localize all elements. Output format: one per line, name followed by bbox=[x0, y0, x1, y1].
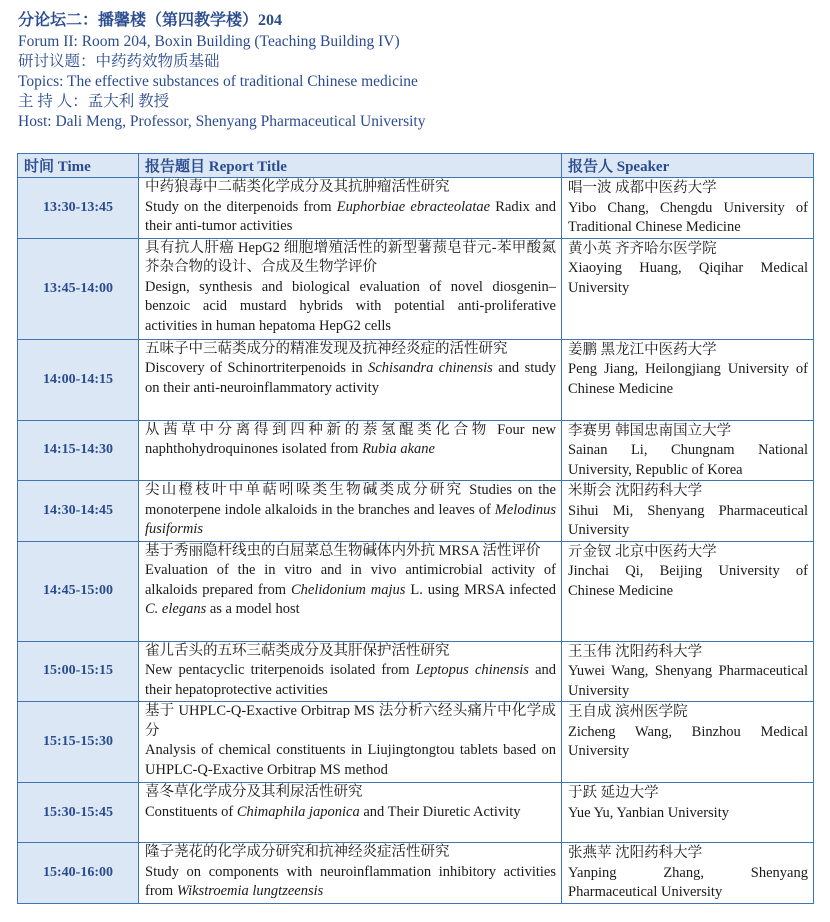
talk-time: 15:00-15:15 bbox=[18, 641, 139, 702]
talk-speaker bbox=[562, 843, 814, 904]
column-header-title: 报告题目 Report Title bbox=[139, 154, 562, 178]
speaker-name-zh: 黄小英 齐齐哈尔医学院 bbox=[568, 240, 717, 257]
schedule-table bbox=[17, 153, 814, 904]
talk-title bbox=[139, 541, 562, 641]
species-name: Wikstroemia lungtzeensis bbox=[176, 883, 324, 899]
title-text: Study on the diterpenoids from bbox=[145, 198, 337, 215]
talk-speaker bbox=[562, 641, 814, 702]
speaker-name-en: Zicheng Wang, Binzhou Medical University bbox=[568, 723, 808, 759]
speaker-name-zh: 米斯会 沈阳药科大学 bbox=[568, 483, 703, 499]
talk-speaker bbox=[562, 339, 814, 420]
talk-title bbox=[139, 420, 562, 481]
host-en: Host: Dali Meng, Professor, Shenyang Pharmaceutical University bbox=[18, 113, 426, 130]
title-text: 喜冬草化学成分及其利尿活性研究 bbox=[145, 784, 363, 800]
speaker-name-zh: 王玉伟 沈阳药科大学 bbox=[568, 643, 703, 660]
talk-time: 13:45-14:00 bbox=[18, 238, 139, 339]
speaker-name-en: Yanping Zhang, Shenyang Pharmaceutical University bbox=[568, 864, 808, 900]
table-row bbox=[18, 783, 814, 843]
title-text: 尖山橙枝叶中单萜吲哚类生物碱类成分研究 Studies on the monoterpene indole alkaloids in the branches and leaves of bbox=[145, 482, 556, 518]
talk-title bbox=[139, 641, 562, 702]
title-text: Discovery of Schinortriterpenoids in bbox=[145, 360, 369, 376]
speaker-name-zh: 亓金钗 北京中医药大学 bbox=[568, 543, 717, 560]
species-name: Chelidonium majus bbox=[290, 581, 406, 598]
talk-speaker bbox=[562, 178, 814, 239]
talk-time: 13:30-13:45 bbox=[18, 178, 139, 239]
talk-title bbox=[139, 238, 562, 339]
topic-zh: 研讨议题：中药药效物质基础 bbox=[18, 53, 220, 70]
talk-time: 15:30-15:45 bbox=[18, 783, 139, 843]
column-header-time: 时间 Time bbox=[18, 154, 139, 178]
title-text: L. using MRSA infected bbox=[405, 581, 556, 598]
title-text: and their hepatoprotective activities bbox=[145, 662, 557, 698]
species-name: Chimaphila japonica bbox=[236, 803, 360, 820]
table-header-row bbox=[18, 154, 814, 178]
speaker-name-zh: 李赛男 韩国忠南国立大学 bbox=[568, 422, 732, 439]
table-row bbox=[18, 339, 814, 420]
table-row bbox=[18, 702, 814, 783]
talk-speaker bbox=[562, 481, 814, 542]
table-row bbox=[18, 178, 814, 239]
talk-title bbox=[139, 339, 562, 420]
host-zh: 主 持 人：孟大利 教授 bbox=[18, 93, 170, 110]
talk-time: 15:40-16:00 bbox=[18, 843, 139, 904]
table-row bbox=[18, 843, 814, 904]
title-text: 隆子荛花的化学成分研究和抗神经炎症活性研究 bbox=[145, 844, 450, 860]
species-name: Leptopus chinensis bbox=[415, 662, 529, 678]
talk-title bbox=[139, 481, 562, 542]
session-header bbox=[18, 10, 818, 132]
speaker-name-zh: 王自成 滨州医学院 bbox=[568, 704, 688, 720]
title-text: 基于秀丽隐杆线虫的白屈菜总生物碱体内外抗 MRSA 活性评价 bbox=[145, 542, 541, 559]
speaker-name-zh: 于跃 延边大学 bbox=[568, 785, 659, 801]
speaker-name-zh: 姜鹏 黑龙江中医药大学 bbox=[568, 341, 717, 358]
speaker-name-en: Yuwei Wang, Shenyang Pharmaceutical University bbox=[568, 663, 808, 699]
title-text: 雀儿舌头的五环三萜类成分及其肝保护活性研究 bbox=[145, 642, 450, 659]
title-text: and study on their anti-neuroinflammatory activity bbox=[145, 360, 557, 396]
talk-title bbox=[139, 178, 562, 239]
species-name: Euphorbiae ebracteolatae bbox=[336, 198, 491, 215]
speaker-name-en: Xiaoying Huang, Qiqihar Medical University bbox=[568, 260, 808, 296]
talk-speaker bbox=[562, 541, 814, 641]
title-text: 从茜草中分离得到四种新的萘氢醌类化合物 Four new naphthohydroquinones isolated from bbox=[145, 421, 556, 457]
table-row bbox=[18, 481, 814, 542]
table-row bbox=[18, 541, 814, 641]
title-text: as a model host bbox=[206, 601, 300, 617]
talk-time: 14:45-15:00 bbox=[18, 541, 139, 641]
title-text: 基于 UHPLC-Q-Exactive Orbitrap MS 法分析六经头痛片中化学成分 bbox=[145, 703, 556, 739]
speaker-name-en: Yue Yu, Yanbian University bbox=[568, 804, 729, 821]
species-name: Rubia akane bbox=[362, 441, 435, 457]
title-text: 中药狼毒中二萜类化学成分及其抗肿瘤活性研究 bbox=[145, 179, 450, 195]
talk-time: 14:30-14:45 bbox=[18, 481, 139, 542]
column-header-speaker: 报告人 Speaker bbox=[562, 154, 814, 178]
talk-speaker bbox=[562, 420, 814, 481]
talk-time: 14:15-14:30 bbox=[18, 420, 139, 481]
species-name: Melodinus fusiformis bbox=[145, 501, 556, 537]
title-text: Analysis of chemical constituents in Liujingtongtou tablets based on UHPLC-Q-Exactive Orbitrap MS method bbox=[145, 742, 556, 778]
talk-speaker bbox=[562, 238, 814, 339]
title-text: 具有抗人肝癌 HepG2 细胞增殖活性的新型薯蓣皂苷元-苯甲酸氮芥杂合物的设计、合成及生物学评价 bbox=[145, 239, 556, 275]
talk-title bbox=[139, 783, 562, 843]
speaker-name-en: Jinchai Qi, Beijing University of Chinese Medicine bbox=[568, 563, 808, 599]
talk-title bbox=[139, 843, 562, 904]
talk-time: 14:00-14:15 bbox=[18, 339, 139, 420]
title-text: Study on components with neuroinflammation inhibitory activities from bbox=[145, 863, 556, 899]
table-row bbox=[18, 420, 814, 481]
talk-speaker bbox=[562, 702, 814, 783]
speaker-name-zh: 唱一波 成都中医药大学 bbox=[568, 180, 717, 196]
title-text: Constituents of bbox=[145, 803, 237, 820]
table-row bbox=[18, 238, 814, 339]
talk-title bbox=[139, 702, 562, 783]
title-text: New pentacyclic triterpenoids isolated from bbox=[145, 662, 416, 678]
title-text: and Their Diuretic Activity bbox=[359, 803, 521, 820]
talk-time: 15:15-15:30 bbox=[18, 702, 139, 783]
species-name: C. elegans bbox=[145, 601, 207, 617]
table-row bbox=[18, 641, 814, 702]
speaker-name-en: Peng Jiang, Heilongjiang University of Chinese Medicine bbox=[568, 361, 808, 397]
speaker-name-en: Yibo Chang, Chengdu University of Traditional Chinese Medicine bbox=[568, 199, 808, 235]
session-title: 分论坛二：播馨楼（第四教学楼）204 bbox=[18, 12, 283, 29]
species-name: Schisandra chinensis bbox=[368, 360, 493, 376]
title-text: Design, synthesis and biological evaluation of novel diosgenin–benzoic acid mustard hybrids with potential anti-proliferative activities in human hepatoma HepG2 cells bbox=[145, 278, 556, 334]
topic-en: Topics: The effective substances of traditional Chinese medicine bbox=[18, 73, 418, 90]
speaker-name-en: Sainan Li, Chungnam National University, Republic of Korea bbox=[568, 442, 808, 478]
title-text: Evaluation of the in vitro and in vivo antimicrobial activity of alkaloids prepared from bbox=[145, 562, 556, 598]
title-text: 五味子中三萜类成分的精准发现及抗神经炎症的活性研究 bbox=[145, 340, 508, 357]
title-text: Radix and their anti-tumor activities bbox=[145, 198, 557, 234]
speaker-name-en: Sihui Mi, Shenyang Pharmaceutical University bbox=[568, 502, 808, 538]
talk-speaker bbox=[562, 783, 814, 843]
speaker-name-zh: 张燕苹 沈阳药科大学 bbox=[568, 845, 703, 861]
forum-room-en: Forum II: Room 204, Boxin Building (Teaching Building IV) bbox=[18, 33, 400, 50]
